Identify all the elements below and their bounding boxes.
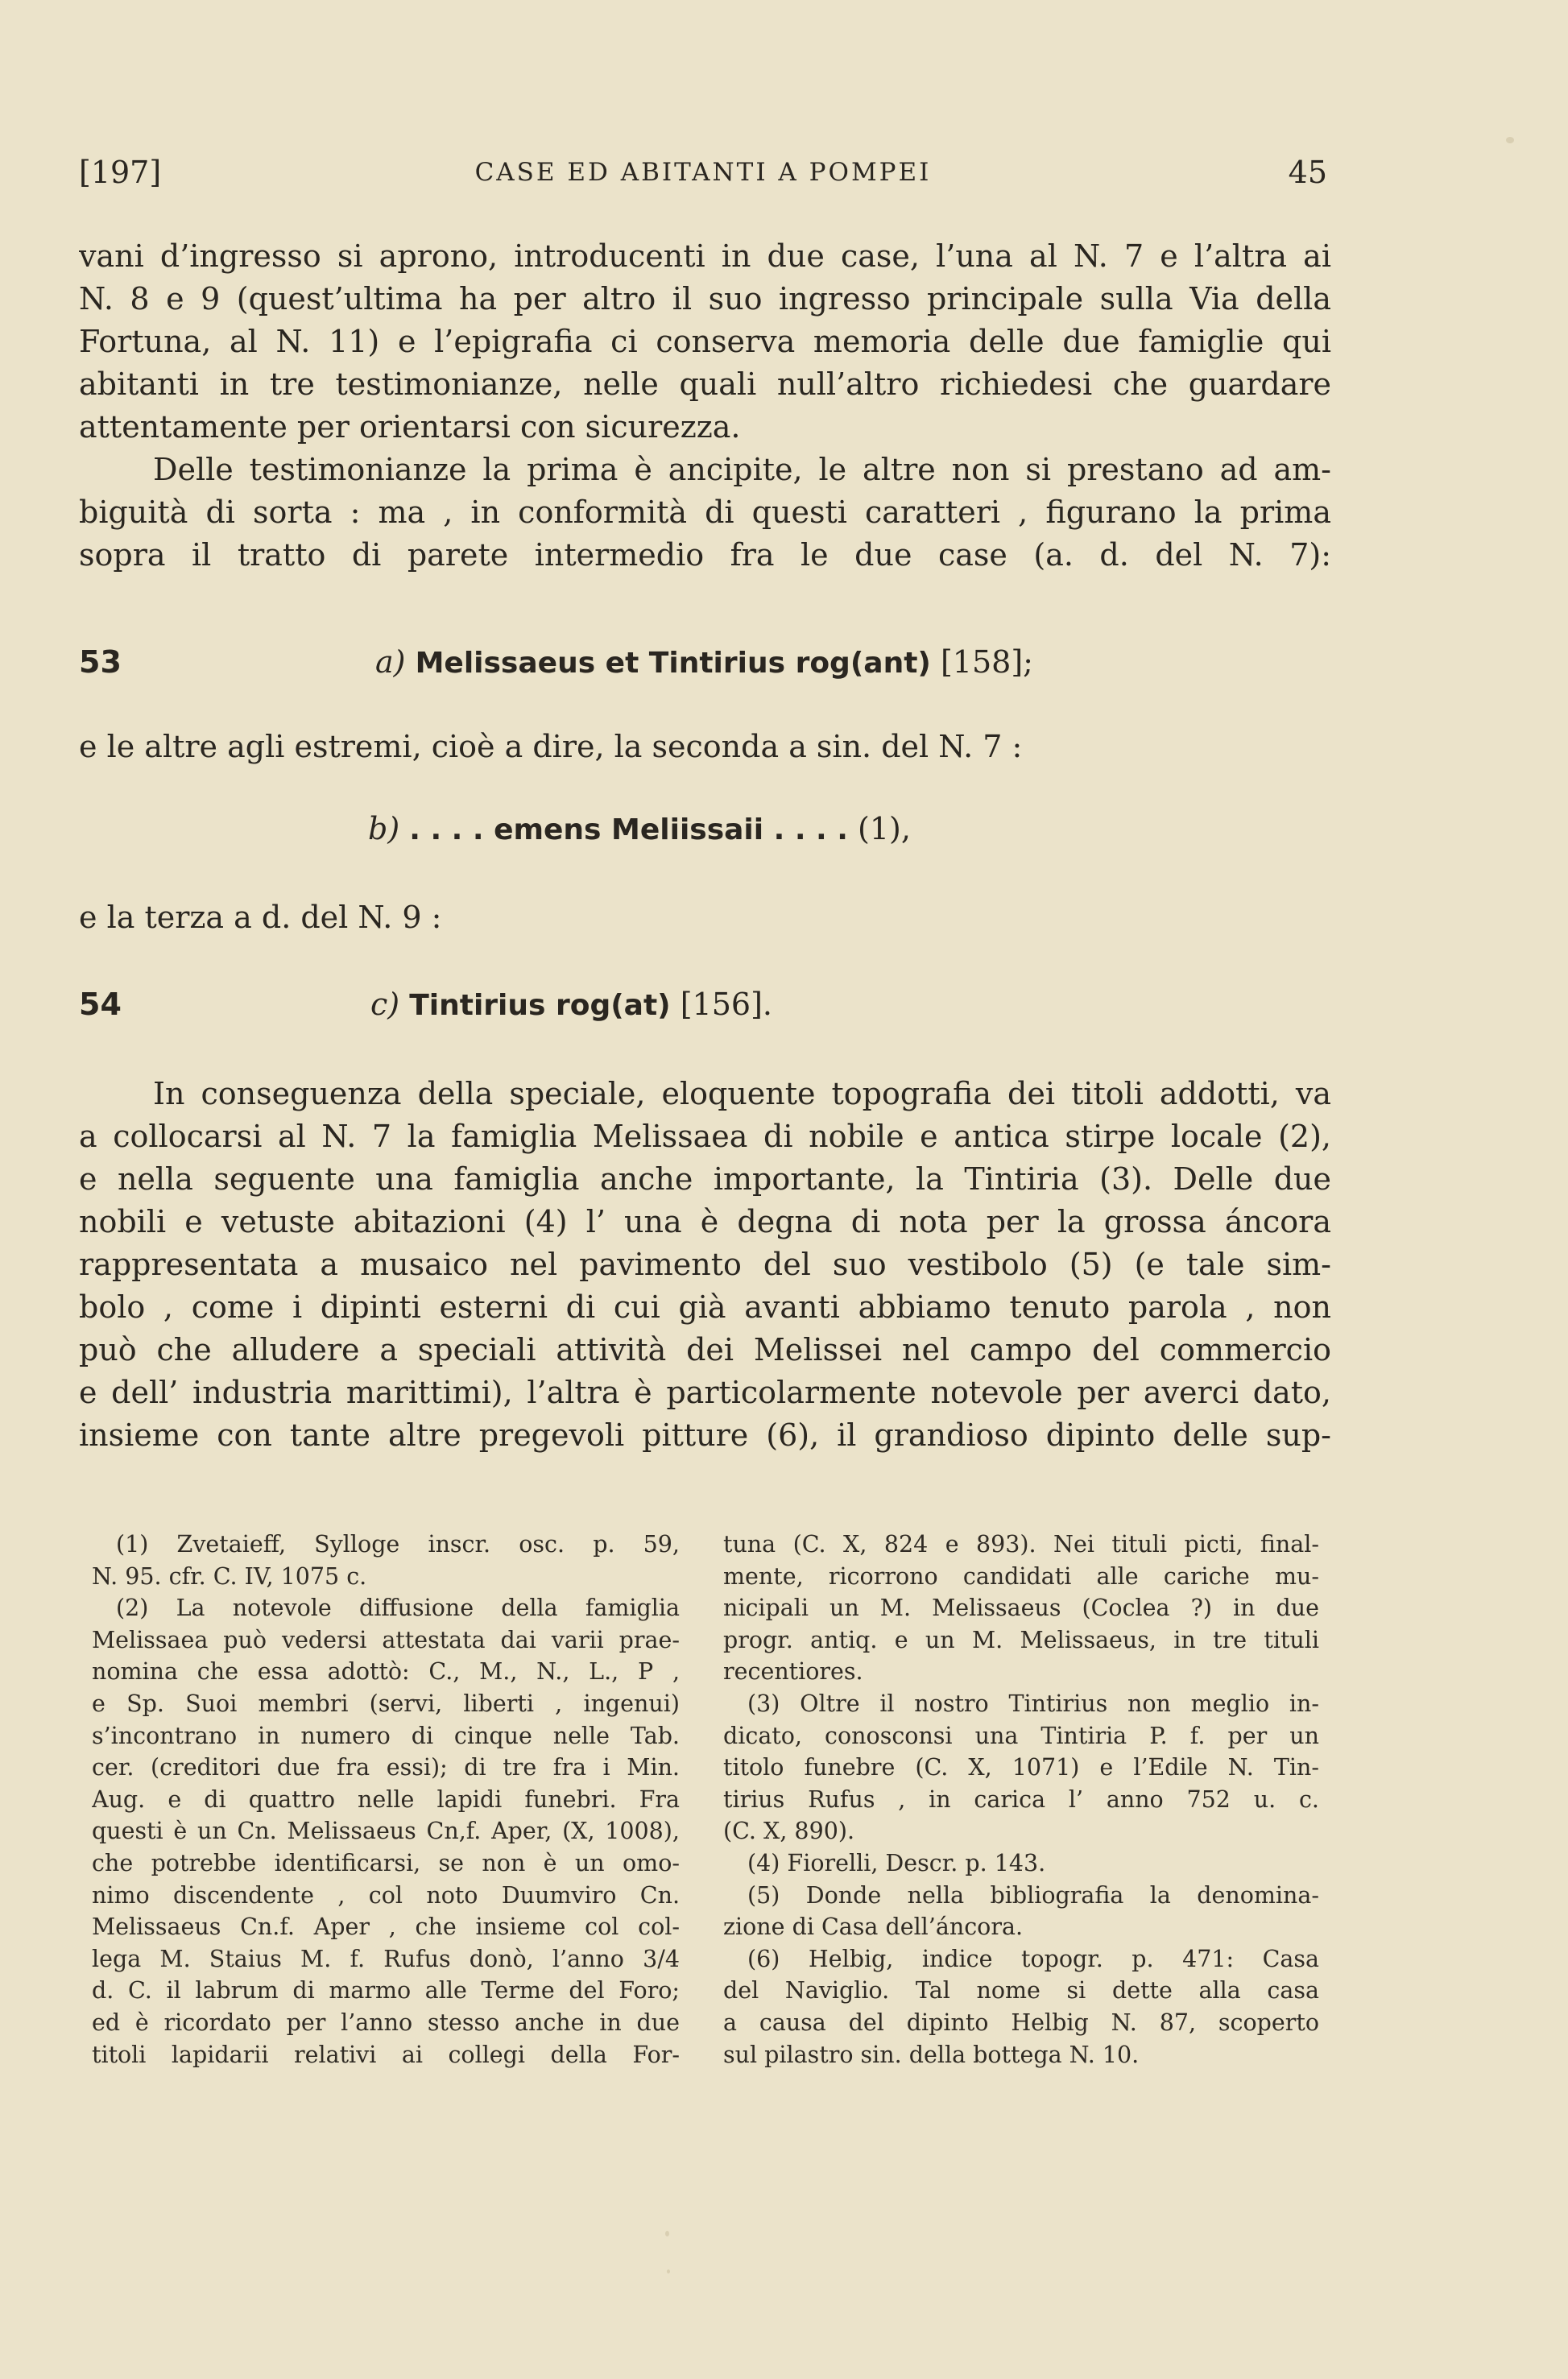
inscription-ref: [156]. xyxy=(680,987,772,1022)
running-title: CASE ED ABITANTI A POMPEI xyxy=(474,158,932,187)
footnotes-left-column xyxy=(92,1529,680,2071)
footnote-line: e Sp. Suoi membri (servi, liberti , ingenui) xyxy=(92,1690,680,1717)
running-header xyxy=(79,155,1327,195)
footnote-line: lega M. Staius M. f. Rufus donò, l’anno 3/4 xyxy=(92,1945,680,1972)
inscription-53 xyxy=(79,644,1331,693)
inscription-b xyxy=(79,811,1331,859)
connector-line: e la terza a d. del N. 9 : xyxy=(79,900,442,935)
body-line: bolo , come i dipinti esterni di cui già avanti abbiamo tenuto parola , non xyxy=(79,1289,1331,1325)
body-line: abitanti in tre testimonianze, nelle quali null’altro richiedesi che guardare xyxy=(79,366,1331,402)
body-line: e dell’ industria marittimi), l’altra è particolarmente notevole per averci dato, xyxy=(79,1375,1331,1410)
paper-blemish xyxy=(667,2269,670,2273)
footnote-line: nicipali un M. Melissaeus (Coclea ?) in due xyxy=(723,1595,1319,1622)
inscription-text: . . . . emens Meliissaii . . . . xyxy=(409,813,848,846)
footnote-line: del Naviglio. Tal nome si dette alla casa xyxy=(723,1977,1319,2005)
inscription-letter: c) xyxy=(370,987,400,1022)
footnote-line: (1) Zvetaieff, Sylloge inscr. osc. p. 59, xyxy=(116,1531,680,1558)
footnote-line: dicato, conosconsi una Tintiria P. f. per un xyxy=(723,1722,1319,1749)
body-line: può che alludere a speciali attività dei Melissei nel campo del commercio xyxy=(79,1332,1331,1367)
footnote-line: titoli lapidarii relativi ai collegi della For- xyxy=(92,2041,680,2068)
footnote-line: (6) Helbig, indice topogr. p. 471: Casa xyxy=(747,1945,1319,1972)
footnote-line: sul pilastro sin. della bottega N. 10. xyxy=(723,2041,1140,2068)
inscription-letter: b) xyxy=(368,811,400,846)
footnote-line: d. C. il labrum di marmo alle Terme del Foro; xyxy=(92,1977,680,2005)
body-line: Delle testimonianze la prima è ancipite, le altre non si prestano ad am- xyxy=(153,452,1331,487)
paper-blemish xyxy=(1506,137,1514,143)
footnote-line: (3) Oltre il nostro Tintirius non meglio in- xyxy=(747,1690,1319,1717)
paragraph-2 xyxy=(79,1073,1331,1457)
inscription-text: Melissaeus et Tintirius rog(ant) xyxy=(415,647,931,680)
body-line: N. 8 e 9 (quest’ultima ha per altro il suo ingresso principale sulla Via della xyxy=(79,281,1331,317)
inscription-54 xyxy=(79,987,1331,1035)
body-line: vani d’ingresso si aprono, introducenti in due case, l’una al N. 7 e l’altra ai xyxy=(79,238,1331,274)
footnote-line: recentiores. xyxy=(723,1658,863,1686)
footnote-line: tirius Rufus , in carica l’ anno 752 u. c. xyxy=(723,1785,1319,1813)
footnote-line: mente, ricorrono candidati alle cariche mu- xyxy=(723,1562,1319,1590)
body-line: biguità di sorta : ma , in conformità di questi caratteri , figurano la prima xyxy=(79,494,1331,530)
footnote-line: questi è un Cn. Melissaeus Cn,f. Aper, (X, 1008), xyxy=(92,1818,680,1845)
footnote-line: Melissaea può vedersi attestata dai varii prae- xyxy=(92,1626,680,1653)
footnote-line: nimo discendente , col noto Duumviro Cn. xyxy=(92,1881,680,1909)
connector-line: e le altre agli estremi, cioè a dire, la seconda a sin. del N. 7 : xyxy=(79,729,1023,764)
body-line: e nella seguente una famiglia anche importante, la Tintiria (3). Delle due xyxy=(79,1161,1331,1197)
inscription-text: Tintirius rog(at) xyxy=(409,989,671,1022)
page-reference: [197] xyxy=(79,155,162,190)
footnote-line: (C. X, 890). xyxy=(723,1818,855,1845)
footnote-line: ed è ricordato per l’anno stesso anche in due xyxy=(92,2009,680,2036)
page-number: 45 xyxy=(1288,155,1327,190)
footnote-line: cer. (creditori due fra essi); di tre fra i Min. xyxy=(92,1754,680,1781)
body-line: attentamente per orientarsi con sicurezza. xyxy=(79,409,741,445)
body-line: In conseguenza della speciale, eloquente topografia dei titoli addotti, va xyxy=(153,1076,1331,1111)
footnote-line: nomina che essa adottò: C., M., N., L., P , xyxy=(92,1658,680,1686)
inscription-number: 53 xyxy=(79,644,122,680)
inscription-ref: [158]; xyxy=(940,644,1033,680)
footnote-line: progr. antiq. e un M. Melissaeus, in tre tituli xyxy=(723,1626,1319,1653)
body-line: a collocarsi al N. 7 la famiglia Melissaea di nobile e antica stirpe locale (2), xyxy=(79,1119,1331,1154)
body-line: Fortuna, al N. 11) e l’epigrafia ci conserva memoria delle due famiglie qui xyxy=(79,324,1331,359)
footnote-line: titolo funebre (C. X, 1071) e l’Edile N. Tin- xyxy=(723,1754,1319,1781)
body-line: nobili e vetuste abitazioni (4) l’ una è degna di nota per la grossa áncora xyxy=(79,1204,1331,1239)
main-text xyxy=(79,235,1331,577)
footnote-line: N. 95. cfr. C. IV, 1075 c. xyxy=(92,1562,367,1590)
footnote-line: (2) La notevole diffusione della famiglia xyxy=(116,1595,680,1622)
footnote-line: Aug. e di quattro nelle lapidi funebri. Fra xyxy=(92,1785,680,1813)
footnote-line: che potrebbe identificarsi, se non è un omo- xyxy=(92,1849,680,1876)
body-line: rappresentata a musaico nel pavimento del suo vestibolo (5) (e tale sim- xyxy=(79,1247,1331,1282)
footnotes-right-column xyxy=(723,1529,1319,2071)
footnote-line: zione di Casa dell’áncora. xyxy=(723,1914,1024,1941)
footnote-line: (5) Donde nella bibliografia la denomina- xyxy=(747,1881,1319,1909)
body-line: sopra il tratto di parete intermedio fra le due case (a. d. del N. 7): xyxy=(79,537,1331,573)
paper-blemish xyxy=(665,2231,669,2236)
inscription-number: 54 xyxy=(79,987,122,1022)
footnote-line: Melissaeus Cn.f. Aper , che insieme col col- xyxy=(92,1914,680,1941)
inscription-letter: a) xyxy=(375,644,406,680)
body-line: insieme con tante altre pregevoli pitture (6), il grandioso dipinto delle sup- xyxy=(79,1417,1331,1453)
footnote-line: (4) Fiorelli, Descr. p. 143. xyxy=(747,1849,1046,1876)
footnote-line: a causa del dipinto Helbig N. 87, scoperto xyxy=(723,2009,1319,2036)
footnote-line: tuna (C. X, 824 e 893). Nei tituli picti, final- xyxy=(723,1531,1319,1558)
footnote-line: s’incontrano in numero di cinque nelle Tab. xyxy=(92,1722,680,1749)
inscription-ref: (1), xyxy=(858,811,911,846)
